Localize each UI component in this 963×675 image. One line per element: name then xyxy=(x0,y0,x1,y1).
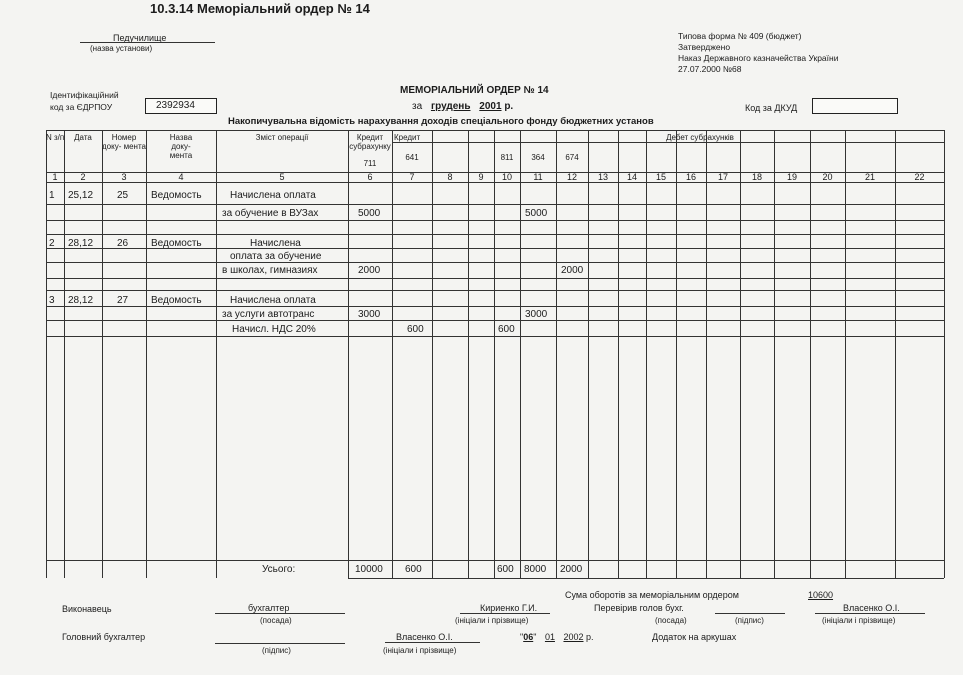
sum-label: Сума оборотів за меморіальним ордером xyxy=(565,590,739,600)
grid-vline xyxy=(64,130,65,578)
row2-c6: 2000 xyxy=(358,265,381,276)
header-docnum: Номер доку- мента xyxy=(102,133,146,151)
row3-date: 28,12 xyxy=(68,295,94,306)
column-number: 14 xyxy=(626,172,637,182)
grid-vline xyxy=(494,130,495,578)
grid-vline xyxy=(706,130,707,578)
column-number: 21 xyxy=(864,172,875,182)
standard-form-line: Типова форма № 409 (бюджет) xyxy=(678,31,802,41)
executor-position: бухгалтер xyxy=(248,603,290,613)
date-year: 2002 xyxy=(563,632,584,642)
totals-c6: 10000 xyxy=(355,564,383,575)
totals-c12: 2000 xyxy=(560,564,583,575)
edrpou-label-2: код за ЄДРПОУ xyxy=(50,102,113,112)
order-title: МЕМОРІАЛЬНИЙ ОРДЕР № 14 xyxy=(400,85,549,96)
totals-c11: 8000 xyxy=(524,564,547,575)
checked-label: Перевірив голов бухг. xyxy=(594,603,684,613)
section-heading: 10.3.14 Меморіальний ордер № 14 xyxy=(150,1,370,16)
row1-docname: Ведомость xyxy=(151,190,202,201)
row2-n: 2 xyxy=(49,238,55,249)
grid-row-line xyxy=(46,306,944,307)
column-number: 17 xyxy=(717,172,728,182)
grid-vline xyxy=(348,130,349,578)
grid-row-line xyxy=(46,204,944,205)
row3-c6: 3000 xyxy=(358,309,381,320)
checker-position-caption: (посада) xyxy=(655,616,687,625)
column-number: 4 xyxy=(178,172,184,182)
column-number: 16 xyxy=(685,172,696,182)
grid-row-line xyxy=(46,220,944,221)
header-date: Дата xyxy=(74,133,92,142)
column-number: 7 xyxy=(409,172,415,182)
row2-docname: Ведомость xyxy=(151,238,202,249)
row2-content-1: Начислена xyxy=(250,238,301,249)
vat-content: Начисл. НДС 20% xyxy=(232,324,316,335)
grid-vline xyxy=(392,130,393,578)
row3-content-2: за услуги автотранс xyxy=(222,309,315,320)
subaccount-364: 364 xyxy=(531,153,545,162)
period-month: грудень xyxy=(430,101,471,112)
edrpou-field xyxy=(145,98,217,114)
grid-vline xyxy=(556,130,557,578)
grid-vline xyxy=(432,130,433,578)
edrpou-value: 2392934 xyxy=(156,100,195,111)
chief-signature-line xyxy=(215,643,345,644)
executor-position-line xyxy=(215,613,345,614)
grid-vline xyxy=(845,130,846,578)
grid-vline xyxy=(774,130,775,578)
grid-vline xyxy=(468,130,469,578)
row2-c12: 2000 xyxy=(561,265,584,276)
period-year: 2001 xyxy=(479,101,502,112)
column-number: 10 xyxy=(501,172,512,182)
standard-form-line: 27.07.2000 №68 xyxy=(678,64,742,74)
header-credit: Кредит xyxy=(394,133,421,142)
totals-c10: 600 xyxy=(497,564,514,575)
column-number: 2 xyxy=(80,172,86,182)
dkud-label: Код за ДКУД xyxy=(745,103,798,113)
edrpou-label-1: Ідентифікаційний xyxy=(50,90,119,100)
grid-row-line xyxy=(46,262,944,263)
subaccount-641: 641 xyxy=(405,153,419,162)
row2-content-3: в школах, гимназиях xyxy=(222,265,318,276)
header-docname: Назва доку- мента xyxy=(169,133,193,160)
row2-docnum: 26 xyxy=(117,238,129,249)
grid-row-line xyxy=(46,234,944,235)
subaccount-674: 674 xyxy=(565,153,579,162)
column-number: 13 xyxy=(597,172,608,182)
chief-name: Власенко О.І. xyxy=(396,632,453,642)
row3-docname: Ведомость xyxy=(151,295,202,306)
grid-colnum-bottom xyxy=(46,182,944,183)
row1-c11: 5000 xyxy=(525,208,548,219)
position-caption: (посада) xyxy=(260,616,292,625)
row1-content-2: за обучение в ВУЗах xyxy=(222,208,319,219)
row1-n: 1 xyxy=(49,190,55,201)
table-subtitle: Накопичувальна відомість нарахування доходів спеціального фонду бюджетних установ xyxy=(228,116,654,127)
standard-form-line: Затверджено xyxy=(678,42,731,52)
checker-name-caption: (ініціали і прізвище) xyxy=(822,616,896,625)
grid-vline xyxy=(895,130,896,578)
column-number: 5 xyxy=(279,172,285,182)
header-credit-sub: Кредит субрахунку xyxy=(349,133,391,151)
executor-label: Виконавець xyxy=(62,604,112,614)
name-caption: (ініціали і прізвище) xyxy=(455,616,529,625)
grid-vline xyxy=(944,130,945,578)
header-content: Зміст операції xyxy=(255,133,309,142)
column-number: 15 xyxy=(655,172,666,182)
column-number: 22 xyxy=(914,172,925,182)
column-number: 6 xyxy=(367,172,373,182)
checker-name-line xyxy=(815,613,925,614)
grid-row-line xyxy=(46,278,944,279)
vat-c7: 600 xyxy=(407,324,424,335)
date-suffix: р. xyxy=(586,632,594,642)
chief-signature-caption: (підпис) xyxy=(262,646,291,655)
chief-name-line xyxy=(385,642,480,643)
dkud-field xyxy=(812,98,898,114)
column-number: 19 xyxy=(786,172,797,182)
chief-label: Головний бухгалтер xyxy=(62,632,146,642)
checker-name: Власенко О.І. xyxy=(843,603,900,613)
chief-name-caption: (ініціали і прізвище) xyxy=(383,646,457,655)
grid-totals-bottom xyxy=(348,578,944,579)
grid-row-line xyxy=(46,290,944,291)
grid-vline xyxy=(102,130,103,578)
row3-n: 3 xyxy=(49,295,55,306)
column-number: 12 xyxy=(566,172,577,182)
row3-docnum: 27 xyxy=(117,295,129,306)
row1-content-1: Начислена оплата xyxy=(230,190,316,201)
grid-vline xyxy=(146,130,147,578)
grid-vline xyxy=(520,130,521,578)
grid-vline xyxy=(810,130,811,578)
column-number: 1 xyxy=(52,172,58,182)
period-suffix: р. xyxy=(504,101,514,112)
period-prefix: за xyxy=(412,101,423,112)
column-number: 11 xyxy=(533,172,543,182)
date-month: 01 xyxy=(544,632,555,642)
checker-signature-caption: (підпис) xyxy=(735,616,764,625)
sum-value: 10600 xyxy=(808,590,834,600)
grid-vline xyxy=(618,130,619,578)
totals-c7: 600 xyxy=(405,564,422,575)
column-number: 3 xyxy=(121,172,127,182)
standard-form-block xyxy=(678,31,838,75)
grid-vline xyxy=(46,130,47,578)
grid-vline xyxy=(740,130,741,578)
vat-c10: 600 xyxy=(498,324,515,335)
row1-docnum: 25 xyxy=(117,190,129,201)
checker-signature-line xyxy=(715,613,785,614)
subaccount-711: 711 xyxy=(363,159,377,168)
grid-totals-top xyxy=(46,560,944,561)
signing-date: "06" 01 2002 р. xyxy=(520,632,594,642)
row2-date: 28,12 xyxy=(68,238,94,249)
header-n: N з/п xyxy=(46,133,65,142)
row3-content-1: Начислена оплата xyxy=(230,295,316,306)
header-debit-sub: Дебет субрахунків xyxy=(666,133,734,142)
row2-content-2: оплата за обучение xyxy=(230,251,322,262)
column-number: 8 xyxy=(447,172,453,182)
date-day: 06 xyxy=(523,632,534,642)
grid-row-line xyxy=(46,320,944,321)
institution-caption: (назва установи) xyxy=(90,44,153,53)
institution-name: Педучилище xyxy=(113,33,167,43)
attachment-note: Додаток на аркушах xyxy=(652,632,737,642)
column-number: 18 xyxy=(751,172,762,182)
institution-line xyxy=(80,42,215,43)
grid-vline xyxy=(676,130,677,578)
column-number: 9 xyxy=(478,172,484,182)
grid-row-line xyxy=(46,336,944,337)
grid-vline xyxy=(646,130,647,578)
column-number: 20 xyxy=(822,172,833,182)
grid-header-subline xyxy=(392,142,944,143)
subaccount-811: 811 xyxy=(500,153,514,162)
totals-label: Усього: xyxy=(262,564,296,575)
row1-c6: 5000 xyxy=(358,208,381,219)
row1-date: 25,12 xyxy=(68,190,94,201)
row3-c11: 3000 xyxy=(525,309,548,320)
executor-name: Кириенко Г.И. xyxy=(480,603,538,613)
executor-name-line xyxy=(460,613,550,614)
grid-vline xyxy=(216,130,217,578)
grid-vline xyxy=(588,130,589,578)
period-line xyxy=(412,101,513,112)
standard-form-line: Наказ Державного казначейства України xyxy=(678,53,839,63)
